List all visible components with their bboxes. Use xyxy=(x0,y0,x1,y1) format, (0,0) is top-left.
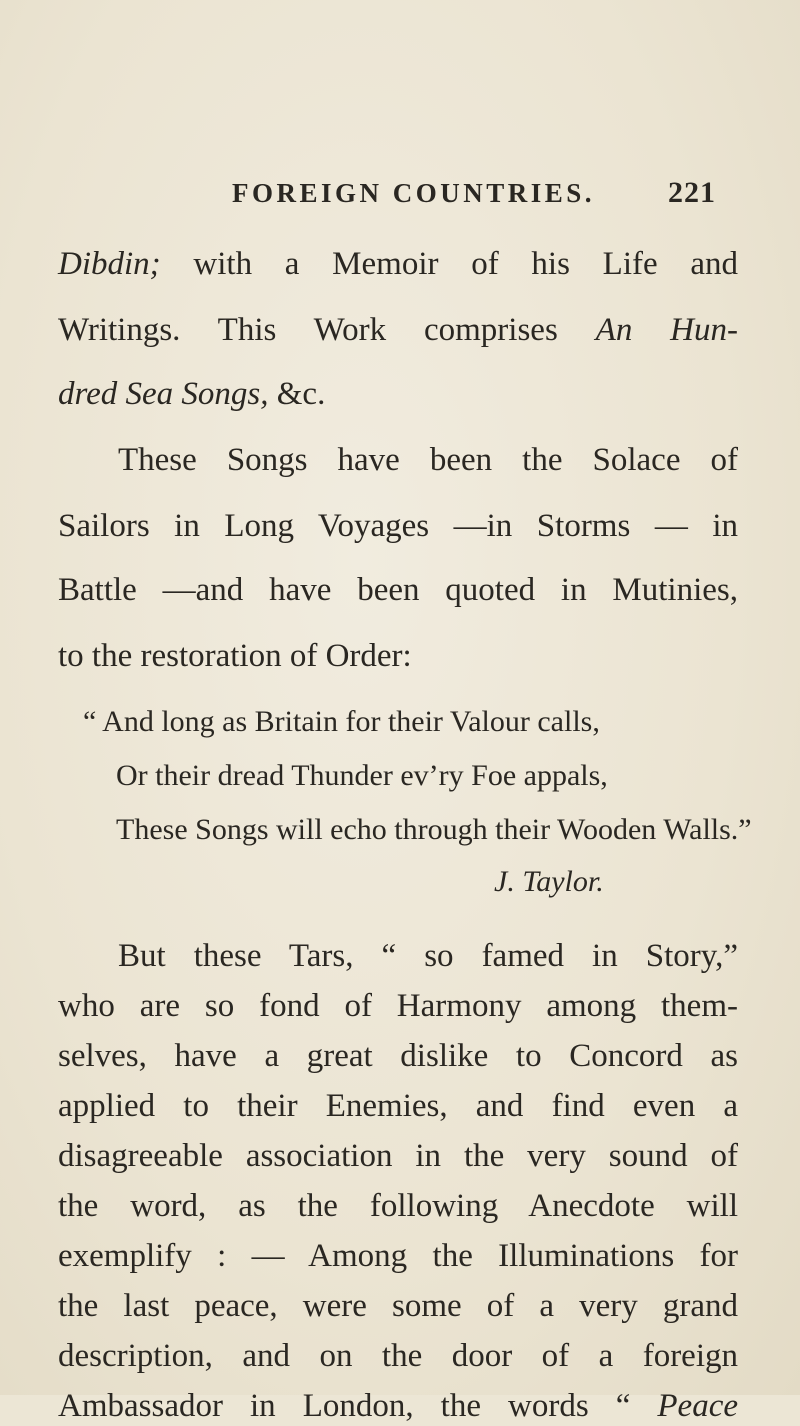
text-line: description, and on the door of a foreign xyxy=(58,1338,738,1374)
text-run: Writings. This Work comprises xyxy=(58,312,596,348)
text-line xyxy=(58,244,738,284)
text-run: with a Memoir of his Life and xyxy=(160,246,738,282)
running-title: FOREIGN COUNTRIES. xyxy=(232,178,596,208)
text-line: to the restoration of Order: xyxy=(58,638,412,674)
page-number: 221 xyxy=(668,176,716,209)
text-line: applied to their Enemies, and find even a xyxy=(58,1088,738,1124)
text-run: An Hun- xyxy=(595,312,739,348)
text-line xyxy=(58,310,738,350)
text-line: These Songs have been the Solace of xyxy=(118,442,738,478)
text-line: Battle —and have been quoted in Mutinies, xyxy=(58,572,738,608)
text-line: exemplify : — Among the Illuminations for xyxy=(58,1238,738,1274)
text-run: dred Sea Songs, xyxy=(58,376,269,412)
text-line: the last peace, were some of a very grand xyxy=(58,1288,738,1324)
text-run: Peace xyxy=(657,1388,738,1424)
attribution: J. Taylor. xyxy=(494,865,604,898)
text-run: Dibdin; xyxy=(58,246,161,282)
text-line: Sailors in Long Voyages —in Storms — in xyxy=(58,508,738,544)
text-line xyxy=(58,1386,738,1426)
text-line: who are so fond of Harmony among them- xyxy=(58,988,738,1024)
page-header xyxy=(0,178,800,218)
verse-line: These Songs will echo through their Wooden Walls.” xyxy=(116,813,752,846)
text-line: the word, as the following Anecdote will xyxy=(58,1188,738,1224)
text-line xyxy=(58,374,325,414)
text-line: But these Tars, “ so famed in Story,” xyxy=(118,938,738,974)
text-run: Ambassador in London, the words “ xyxy=(58,1388,658,1424)
verse-line: Or their dread Thunder ev’ry Foe appals, xyxy=(116,759,608,792)
verse-line: “ And long as Britain for their Valour calls, xyxy=(83,705,600,738)
text-line: disagreeable association in the very sound of xyxy=(58,1138,738,1174)
text-line: selves, have a great dislike to Concord as xyxy=(58,1038,738,1074)
text-run: &c. xyxy=(268,376,326,412)
